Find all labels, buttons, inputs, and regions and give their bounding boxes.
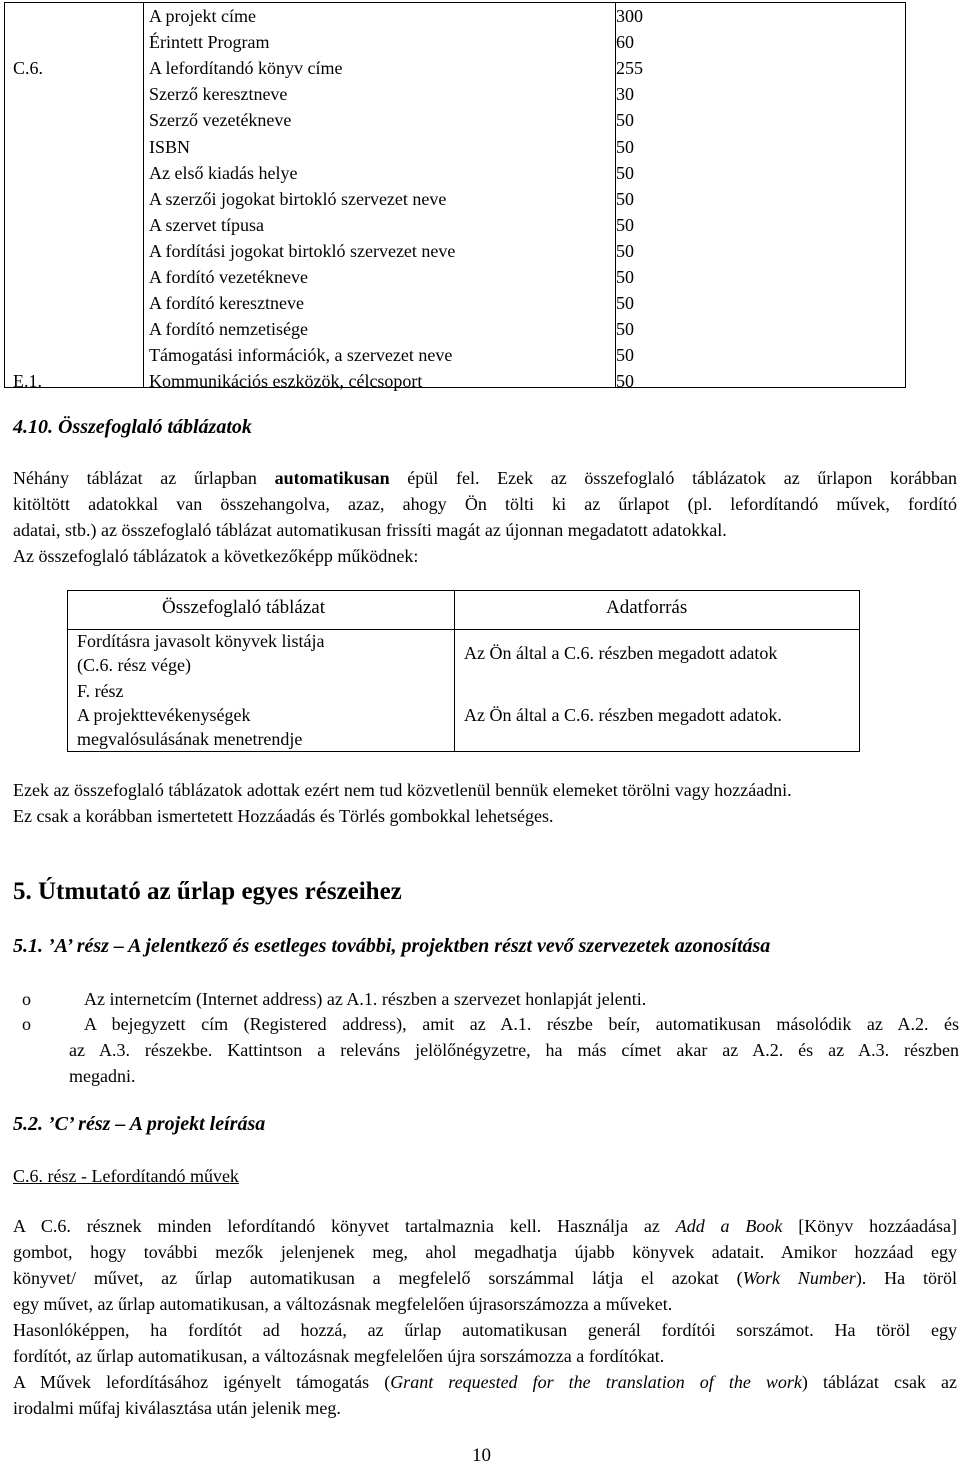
text-span: könyvet/ művet, az űrlap automatikusan a megfelelő sorszámmal látja el azokat ( (13, 1268, 743, 1288)
row-field-name: A fordító keresztneve (149, 293, 304, 314)
row-field-length: 50 (616, 188, 634, 209)
bullet-item-internet-address: Az internetcím (Internet address) az A.1. részben a szervezet honlapját jelenti. (84, 989, 647, 1009)
row-field-length: 30 (616, 84, 634, 105)
table-row (5, 342, 905, 368)
row-field-name: Szerző vezetékneve (149, 110, 292, 131)
paragraph-line (13, 1265, 957, 1291)
section-410-paragraph (13, 465, 957, 569)
row-field-name: A lefordítandó könyv címe (149, 58, 343, 79)
row-field-length: 300 (616, 6, 643, 26)
section-5-title: 5. Útmutató az űrlap egyes részeihez (13, 878, 402, 905)
paragraph-line: Hasonlóképpen, ha fordítót ad hozzá, az űrlap automatikusan generál fordítói sorszámot. Ha töröl egy (13, 1320, 957, 1340)
table-row (5, 316, 905, 342)
paragraph-line: fordítót, az űrlap automatikusan, a változásnak megfelelően újra sorszámozza a fordítókat. (13, 1346, 665, 1366)
row-field-length: 50 (616, 240, 634, 261)
row-field-length: 50 (616, 214, 634, 235)
table-row (5, 290, 905, 316)
row-field-length: 50 (616, 267, 634, 287)
section-52-title: 5.2. ’C’ rész – A projekt leírása (13, 1113, 266, 1135)
summary-row2-left (77, 679, 302, 751)
italic-text: Work Number (742, 1268, 856, 1288)
bullet-line: megadni. (69, 1066, 136, 1086)
text-span: [Könyv hozzáadása] (782, 1216, 957, 1236)
paragraph-line (13, 1369, 957, 1395)
text-span: A C.6. résznek minden lefordítandó könyvet tartalmaznia kell. Használja az (13, 1216, 676, 1236)
text-span: ) táblázat csak az (801, 1372, 957, 1392)
paragraph-line: irodalmi műfaj kiválasztása után jelenik meg. (13, 1398, 341, 1418)
table-row (5, 186, 905, 212)
table-row (5, 134, 905, 160)
table-row (5, 55, 905, 81)
summary-table (67, 590, 860, 752)
summary-row1-right: Az Ön által a C.6. részben megadott adatok (464, 643, 778, 663)
row-field-name: Kommunikációs eszközök, célcsoport (149, 371, 423, 392)
table-row (5, 212, 905, 238)
summary-row1-left (77, 629, 324, 677)
row-field-name: A fordító vezetékneve (149, 267, 308, 287)
cell-line: Fordításra javasolt könyvek listája (77, 631, 325, 651)
row-field-name: A fordító nemzetisége (149, 319, 308, 340)
bold-text: automatikusan (274, 468, 390, 488)
row-field-length: 50 (616, 162, 634, 183)
paragraph-line: egy művet, az űrlap automatikusan, a változásnak megfelelően újrasorszámozza a műveket. (13, 1294, 673, 1314)
table-row (5, 160, 905, 186)
cell-line: F. rész (77, 681, 124, 701)
section-410-title: 4.10. Összefoglaló táblázatok (13, 416, 252, 438)
summary-header-table: Összefoglaló táblázat (162, 597, 326, 618)
italic-text: Add a Book (675, 1216, 783, 1236)
italic-text: Grant requested for the translation of the work (390, 1372, 802, 1392)
cell-line: (C.6. rész vége) (77, 655, 191, 675)
summary-row2-right: Az Ön által a C.6. részben megadott adatok. (464, 705, 782, 725)
cell-line: A projekttevékenységek (77, 705, 251, 725)
paragraph-line: Ezek az összefoglaló táblázatok adottak ezért nem tud közvetlenül bennük elemeket törölni vagy hozzáadni. (13, 780, 792, 800)
bullet-marker: o (22, 1014, 31, 1034)
row-field-name: A szerzői jogokat birtokló szervezet neve (149, 188, 447, 209)
c6-paragraph (13, 1213, 957, 1421)
row-field-length: 60 (616, 32, 634, 53)
table-row (5, 238, 905, 264)
after-table-paragraph (13, 777, 957, 829)
row-section-code: E.1. (13, 371, 42, 392)
paragraph-line: Az összefoglaló táblázatok a következőképp működnek: (13, 546, 419, 566)
paragraph-line: Ez csak a korábban ismertetett Hozzáadás és Törlés gombokkal lehetséges. (13, 806, 554, 826)
c6-heading: C.6. rész - Lefordítandó művek (13, 1166, 239, 1186)
bullet-item-registered-address (69, 1011, 959, 1089)
row-field-length: 50 (616, 319, 634, 340)
paragraph-line: adatai, stb.) az összefoglaló táblázat automatikusan frissíti magát az újonnan megadatott adatokkal. (13, 520, 727, 540)
text-span: A Művek lefordításához igényelt támogatás ( (13, 1372, 391, 1392)
section-51-title: 5.1. ’A’ rész – A jelentkező és esetleges további, projektben részt vevő szervezetek azonosítása (13, 935, 771, 957)
row-field-length: 50 (616, 345, 634, 366)
row-field-name: A szervet típusa (149, 214, 264, 235)
table-row (5, 81, 905, 107)
row-field-length: 255 (616, 58, 643, 79)
table-row (5, 107, 905, 133)
paragraph-line: gombot, hogy további mezők jelenjenek meg, ahol megadhatja újabb könyvek adatait. Amikor hozzáad egy (13, 1242, 957, 1262)
text-span: Néhány táblázat az űrlapban (13, 468, 275, 488)
text-span: ). Ha töröl (855, 1268, 957, 1288)
row-field-name: Érintett Program (149, 32, 270, 53)
row-field-length: 50 (616, 371, 634, 392)
table-row (5, 368, 905, 394)
row-field-length: 50 (616, 136, 634, 157)
table-row (5, 3, 905, 29)
table-row (5, 264, 905, 290)
field-length-table (4, 2, 906, 392)
row-field-name: ISBN (149, 136, 191, 157)
table-row (5, 29, 905, 55)
row-field-name: Szerző keresztneve (149, 84, 288, 105)
paragraph-line: kitöltött adatokkal van összehangolva, azaz, ahogy Ön tölti ki az űrlapot (pl. lefordítandó művek, fordító (13, 494, 957, 514)
row-section-code: C.6. (13, 58, 44, 79)
paragraph-line (13, 465, 957, 491)
bullet-marker: o (22, 989, 31, 1009)
text-span: épül fel. Ezek az összefoglaló táblázatok az űrlapon korábban (389, 468, 958, 488)
row-field-name: A fordítási jogokat birtokló szervezet neve (149, 240, 456, 261)
summary-header-source: Adatforrás (606, 597, 688, 618)
page-number: 10 (472, 1445, 491, 1466)
row-field-name: Támogatási információk, a szervezet neve (149, 345, 453, 366)
row-field-name: Az első kiadás helye (149, 162, 298, 183)
row-field-length: 50 (616, 293, 634, 314)
bullet-line: az A.3. részekbe. Kattintson a releváns jelölőnégyzetre, ha más címet akar az A.2. és az A.3. részben (69, 1040, 959, 1060)
bullet-line: A bejegyzett cím (Registered address), amit az A.1. részbe beír, automatikusan másolódik az A.2. és (84, 1014, 959, 1034)
row-field-length: 50 (616, 110, 634, 131)
cell-line: megvalósulásának menetrendje (77, 729, 303, 749)
paragraph-line (13, 1213, 957, 1239)
row-field-name: A projekt címe (149, 6, 256, 26)
table-column-divider (454, 591, 455, 751)
